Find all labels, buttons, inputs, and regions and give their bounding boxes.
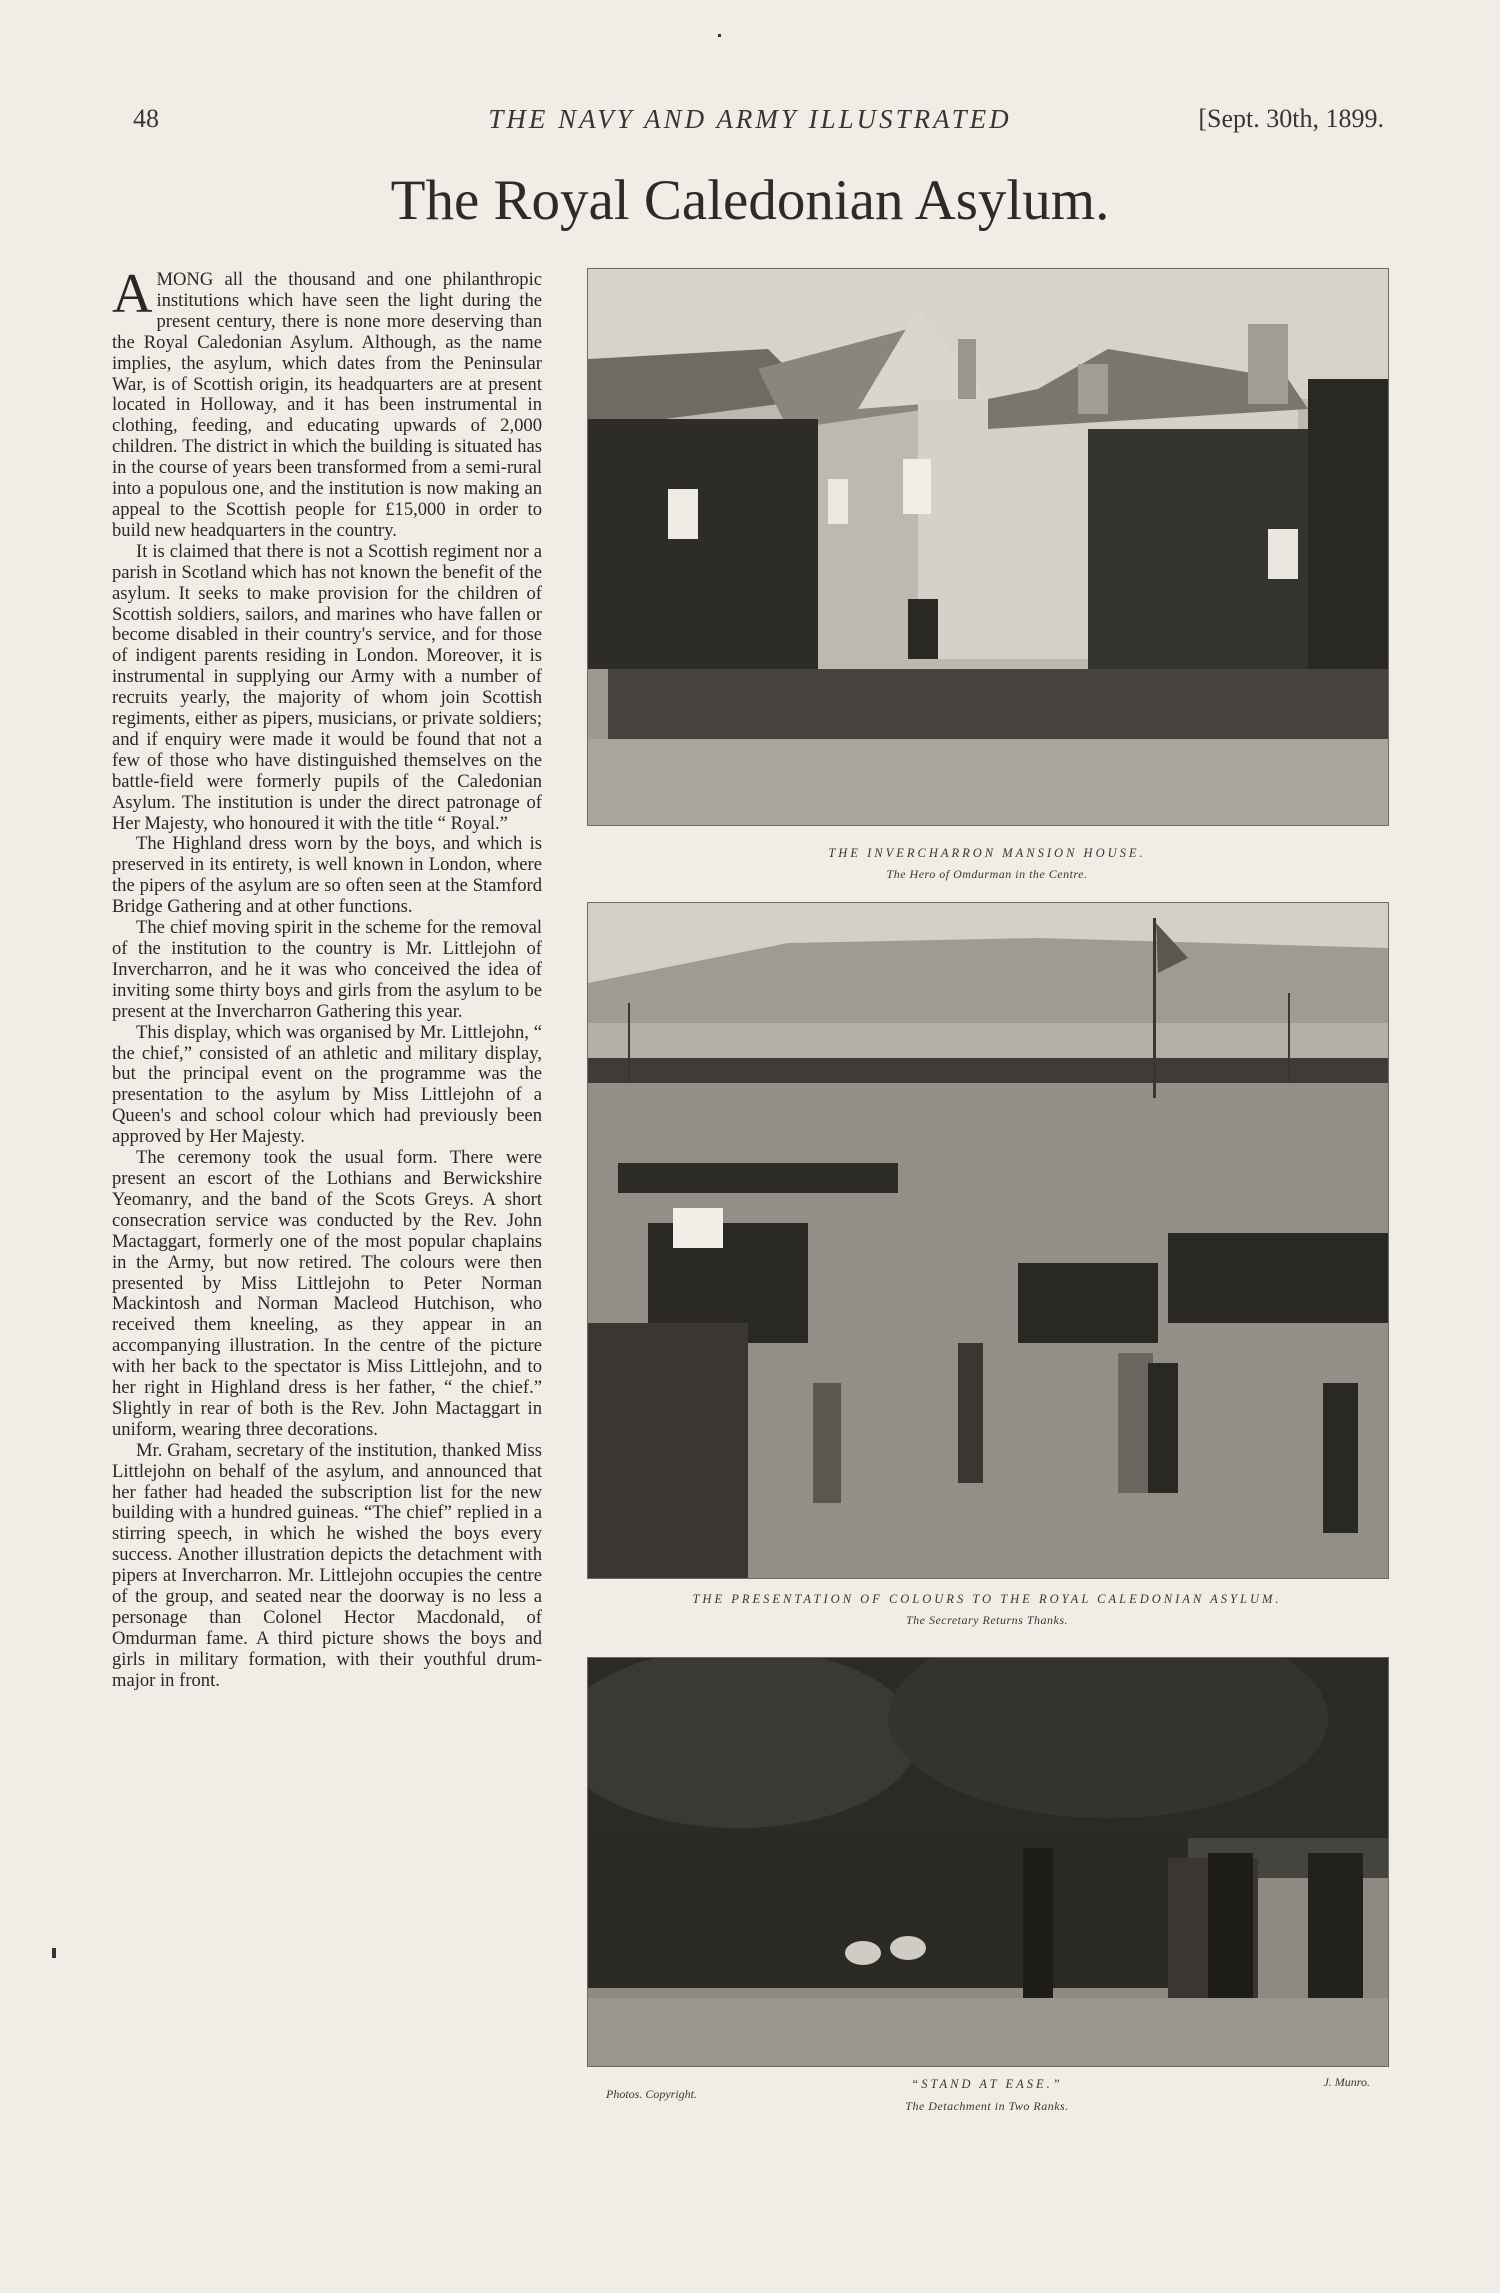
photo-subcaption: The Hero of Omdurman in the Centre. — [886, 867, 1088, 881]
drop-cap: A — [112, 263, 153, 325]
photo-caption: “STAND AT EASE.” — [911, 2077, 1063, 2091]
print-mark — [52, 1948, 56, 1958]
issue-date: [Sept. 30th, 1899. — [1198, 104, 1384, 133]
stand-at-ease-photo — [587, 1657, 1389, 2067]
article-paragraph: It is claimed that there is not a Scottish regiment nor a parish in Scotland which has not known the benefit of the asylum. It seeks to make provision for the children of Scottish soldiers, sailors, and marines who have fallen or become disabled in their country's service, and for those of indigent parents residing in London. Moreover, it is instrumental in supplying our Army with a number of recruits yearly, the majority of whom join Scottish regiments, either as pipers, musicians, or private soldiers; and if enquiry were made it would be found that not a few of those who have distinguished themselves on the battle-field were formerly pupils of the Caledonian Asylum. The institution is under the direct patronage of Her Majesty, who honoured it with the title “ Royal.” — [112, 540, 542, 834]
mansion-house-photo — [587, 268, 1389, 826]
publication-title: THE NAVY AND ARMY ILLUSTRATED — [488, 104, 1012, 134]
article-paragraph: Mr. Graham, secretary of the institution, thanked Miss Littlejohn on behalf of the asylum, and announced that her father had headed the subscription list for the new building with a hundred guineas. “The chief” replied in a stirring speech, in which he wished the boys every success. Another illustration depicts the detachment with pipers at Invercharron. Mr. Littlejohn occupies the centre of the group, and seated near the doorway is no less a personage than Colonel Hector Macdonald, of Omdurman fame. A third picture shows the boys and girls in military formation, with their youthful drum-major in front. — [112, 1439, 542, 1691]
photo-caption: THE PRESENTATION OF COLOURS TO THE ROYAL CALEDONIAN ASYLUM. — [692, 1592, 1282, 1606]
photo-caption: THE INVERCHARRON MANSION HOUSE. — [828, 846, 1146, 860]
print-mark — [718, 34, 721, 37]
article-body — [112, 263, 542, 2130]
article-paragraph: The Highland dress worn by the boys, and which is preserved in its entirety, is well known in London, where the pipers of the asylum are so often seen at the Stamford Bridge Gathering and at other functions. — [112, 833, 542, 918]
photo-subcaption: The Detachment in Two Ranks. — [905, 2099, 1069, 2113]
photo-subcaption: The Secretary Returns Thanks. — [905, 1613, 1069, 1627]
photographer-credit: J. Munro. — [1323, 2075, 1370, 2089]
article-paragraph: The chief moving spirit in the scheme for the removal of the institution to the country is Mr. Littlejohn of Invercharron, and he it was who conceived the idea of inviting some thirty boys and girls from the asylum to be present at the Invercharron Gathering this year. — [112, 917, 542, 1022]
page-number: 48 — [133, 104, 159, 133]
article-paragraph: The ceremony took the usual form. There were present an escort of the Lothians and Berwickshire Yeomanry, and the band of the Scots Greys. A short consecration service was conducted by the Rev. John Mactaggart, formerly one of the most popular chaplains in the Army, but now retired. The colours were then presented by Miss Littlejohn to Peter Norman Mackintosh and Norman Macleod Hutchison, who received them kneeling, as they appear in an accompanying illustration. In the centre of the picture with her back to the spectator is Miss Littlejohn, and to her right in Highland dress is her father, “ the chief.” Slightly in rear of both is the Rev. John Mactaggart in uniform, wearing three decorations. — [112, 1147, 542, 1440]
presentation-of-colours-photo — [587, 902, 1389, 1579]
article-paragraph: AMONG all the thousand and one philanthropic institutions which have seen the light during the present century, there is none more deserving than the Royal Caledonian Asylum. Although, as the name implies, the asylum, which dates from the Peninsular War, is of Scottish origin, its headquarters are at present located in Holloway, and it has been instrumental in clothing, feeding, and educating upwards of 2,000 children. The district in which the building is situated has in the course of years been transformed from a semi-rural into a populous one, and the institution is now making an appeal to the Scottish people for £15,000 in order to build new headquarters in the country. — [112, 263, 542, 541]
photo-credit: Photos. Copyright. — [606, 2087, 698, 2101]
article-paragraph: This display, which was organised by Mr. Littlejohn, “ the chief,” consisted of an athletic and military display, but the principal event on the programme was the presentation to the asylum by Miss Littlejohn of a Queen's and school colour which had previously been approved by Her Majesty. — [112, 1021, 542, 1148]
article-headline: The Royal Caledonian Asylum. — [390, 169, 1110, 232]
